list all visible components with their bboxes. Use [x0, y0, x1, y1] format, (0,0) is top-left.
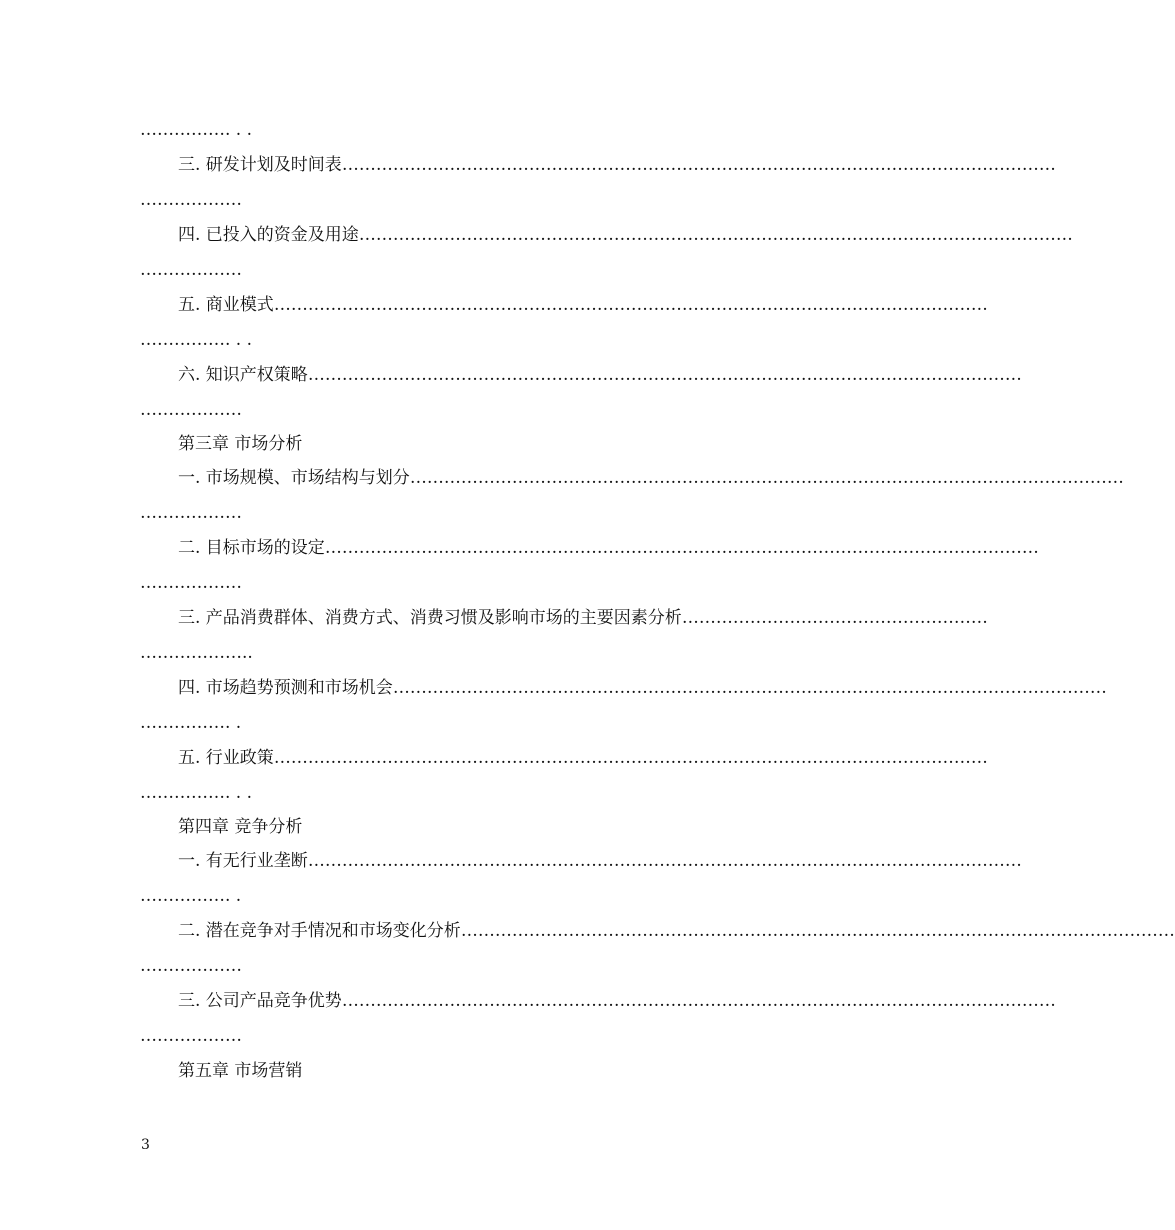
toc-entry-title: 四. 市场趋势预测和市场机会: [178, 678, 393, 698]
toc-leader-dots: ………………………………………………………………………………………………………………: [273, 295, 988, 315]
toc-leader-dots: ………………………………………………………………………………………………………………: [409, 468, 1124, 488]
toc-entry-business-model[interactable]: [178, 293, 988, 317]
chapter-heading-3[interactable]: 第三章 市场分析: [178, 434, 303, 454]
toc-entry-market-size[interactable]: [178, 466, 1124, 490]
toc-entry-title: 三. 研发计划及时间表: [178, 155, 342, 175]
toc-leader-dots: ………………………………………………………………………………………………………………: [460, 921, 1175, 941]
chapter-heading-4[interactable]: 第四章 竞争分析: [178, 817, 303, 837]
toc-entry-title: 五. 商业模式: [178, 295, 274, 315]
toc-leader-dots: ………………………………………………: [681, 608, 988, 628]
toc-entry-title: 二. 潜在竞争对手情况和市场变化分析: [178, 921, 461, 941]
toc-continuation: ………………: [140, 400, 242, 420]
toc-entry-target-market[interactable]: [178, 536, 1039, 560]
toc-entry-consumer-analysis[interactable]: [178, 606, 988, 630]
toc-entry-market-trends[interactable]: [178, 676, 1107, 700]
toc-continuation: ………………: [140, 190, 242, 210]
page-number: 3: [141, 1137, 150, 1153]
toc-continuation: ………………: [140, 260, 242, 280]
toc-entry-title: 六. 知识产权策略: [178, 365, 308, 385]
toc-continuation: ……………. . .: [140, 783, 253, 803]
toc-entry-title: 五. 行业政策: [178, 748, 274, 768]
toc-entry-ip-strategy[interactable]: [178, 363, 1022, 387]
toc-entry-monopoly[interactable]: [178, 849, 1022, 873]
toc-continuation: ………………: [140, 503, 242, 523]
toc-leader-dots: ………………………………………………………………………………………………………………: [358, 225, 1073, 245]
toc-leader-dots: ………………………………………………………………………………………………………………: [341, 155, 1056, 175]
toc-continuation: ……………. . .: [140, 330, 253, 350]
toc-entry-rd-plan[interactable]: [178, 153, 1056, 177]
toc-leader-dots: ………………………………………………………………………………………………………………: [324, 538, 1039, 558]
toc-leader-dots: ………………………………………………………………………………………………………………: [307, 851, 1022, 871]
toc-leader-dots: ………………………………………………………………………………………………………………: [392, 678, 1107, 698]
toc-leader-dots: ………………………………………………………………………………………………………………: [341, 991, 1056, 1011]
toc-leader-dots: ………………………………………………………………………………………………………………: [273, 748, 988, 768]
toc-continuation-top: ……………. . .: [140, 120, 253, 140]
toc-entry-title: 一. 市场规模、市场结构与划分: [178, 468, 410, 488]
chapter-heading-5[interactable]: 第五章 市场营销: [178, 1061, 303, 1081]
toc-entry-title: 二. 目标市场的设定: [178, 538, 325, 558]
toc-continuation: ………………: [140, 956, 242, 976]
toc-continuation: ……………. .: [140, 886, 242, 906]
toc-entry-funds-invested[interactable]: [178, 223, 1073, 247]
toc-entry-industry-policy[interactable]: [178, 746, 988, 770]
toc-entry-competitors[interactable]: [178, 919, 1175, 943]
toc-continuation: ………………..: [140, 643, 253, 663]
toc-entry-title: 三. 公司产品竞争优势: [178, 991, 342, 1011]
toc-entry-title: 三. 产品消费群体、消费方式、消费习惯及影响市场的主要因素分析: [178, 608, 682, 628]
toc-entry-competitive-advantage[interactable]: [178, 989, 1056, 1013]
toc-continuation: ………………: [140, 1026, 242, 1046]
toc-leader-dots: ………………………………………………………………………………………………………………: [307, 365, 1022, 385]
toc-continuation: ………………: [140, 573, 242, 593]
toc-continuation: ……………. .: [140, 713, 242, 733]
toc-entry-title: 一. 有无行业垄断: [178, 851, 308, 871]
toc-entry-title: 四. 已投入的资金及用途: [178, 225, 359, 245]
